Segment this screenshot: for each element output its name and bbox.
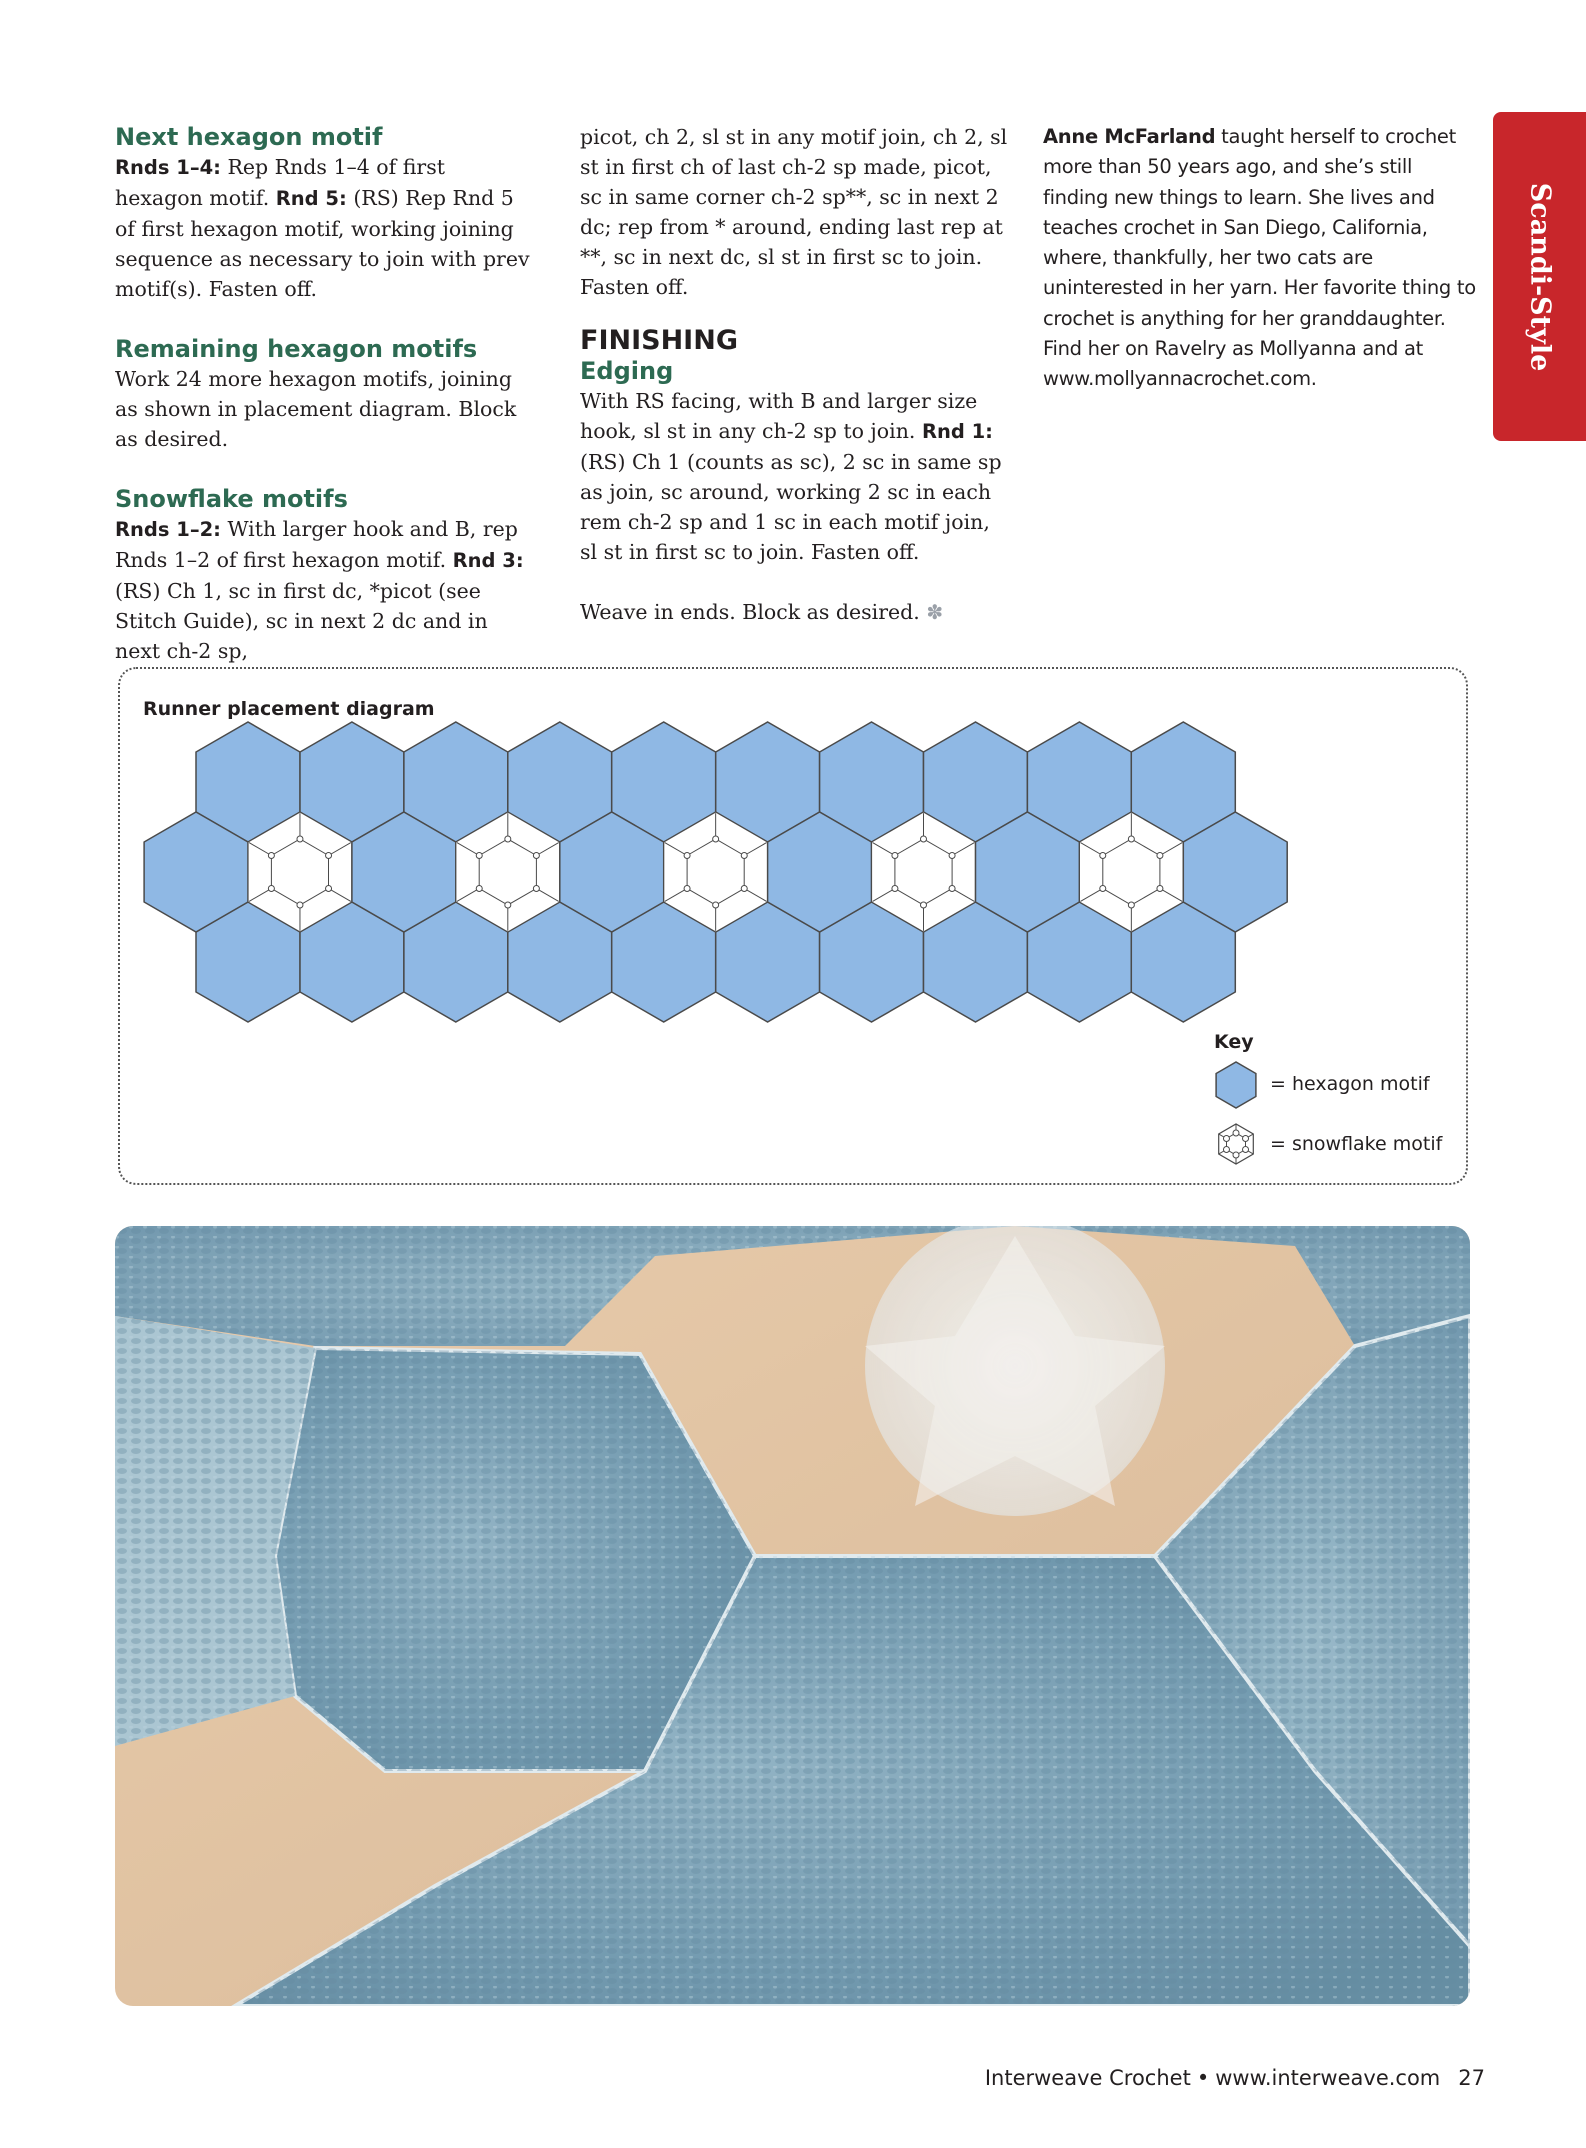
rnd-label: Rnd 1: <box>921 420 993 443</box>
edging-heading: Edging <box>580 357 674 385</box>
text-run: Weave in ends. Block as desired. <box>580 600 920 624</box>
author-name: Anne McFarland <box>1043 125 1216 148</box>
key-hexagon-icon <box>1216 1062 1256 1108</box>
text-run: (RS) Ch 1, sc in first dc, *picot (see Stitch Guide), sc in next 2 dc and in next ch-2 sp, <box>115 579 488 663</box>
remaining-hexagon-heading: Remaining hexagon motifs <box>115 335 478 363</box>
footer-url: www.interweave.com <box>1215 2066 1441 2090</box>
end-mark-icon: ✽ <box>926 600 944 624</box>
crochet-photo <box>115 1226 1470 2006</box>
key-snowflake-icon <box>1219 1124 1254 1164</box>
rnd-label: Rnd 5: <box>275 187 347 210</box>
magazine-name: Interweave Crochet <box>984 2066 1191 2090</box>
text-run: (RS) Ch 1 (counts as sc), 2 sc in same sp as join, sc around, working 2 sc in each rem ch-2 sp and 1 sc in each motif join, sl st in first sc to join. Fasten off. <box>580 450 1002 564</box>
section-tab-label: Scandi-Style <box>1524 182 1555 371</box>
remaining-hexagon-text: Work 24 more hexagon motifs, joining as shown in placement diagram. Block as desired. <box>115 367 517 451</box>
next-hexagon-heading: Next hexagon motif <box>115 123 383 151</box>
rnds-label: Rnds 1–2: <box>115 518 221 541</box>
rnd-label: Rnd 3: <box>452 549 524 572</box>
crochet-photo-art <box>115 1226 1470 2006</box>
diagram-title: Runner placement diagram <box>143 698 435 720</box>
bullet-separator: • <box>1196 2066 1210 2090</box>
rnds-label: Rnds 1–4: <box>115 156 221 179</box>
key-hexagon-label: = hexagon motif <box>1270 1073 1430 1095</box>
snowflake-continued-text: picot, ch 2, sl st in any motif join, ch 2, sl st in first ch of last ch-2 sp made, picot, sc in same corner ch-2 sp**, sc in next 2 dc; rep from * around, ending last rep at **, sc in next dc, sl st in first sc to join. Fasten off. <box>580 125 1008 299</box>
text-run: (RS) Rep Rnd 5 of first hexagon motif, working joining sequence as necessary to join with prev motif(s). Fasten off. <box>115 186 530 301</box>
page-footer <box>985 2066 1485 2090</box>
bio-text: taught herself to crochet more than 50 years ago, and she’s still finding new things to learn. She lives and teaches crochet in San Diego, California, where, thankfully, her two cats are uninterested in her yarn. Her favorite thing to crochet is anything for her granddaughter. Find her on Ravelry as Mollyanna and at www.mollyannacrochet.com. <box>1043 125 1476 391</box>
key-title: Key <box>1214 1031 1254 1053</box>
page-number: 27 <box>1458 2066 1485 2090</box>
key-snowflake-label: = snowflake motif <box>1270 1133 1443 1155</box>
text-run: Rep Rnds 1–4 of first hexagon motif. <box>115 155 445 210</box>
finishing-heading: FINISHING <box>580 325 738 356</box>
text-run: With RS facing, with B and larger size hook, sl st in any ch-2 sp to join. <box>580 389 978 443</box>
text-run: With larger hook and B, rep Rnds 1–2 of first hexagon motif. <box>115 517 518 572</box>
snowflake-heading: Snowflake motifs <box>115 485 348 513</box>
